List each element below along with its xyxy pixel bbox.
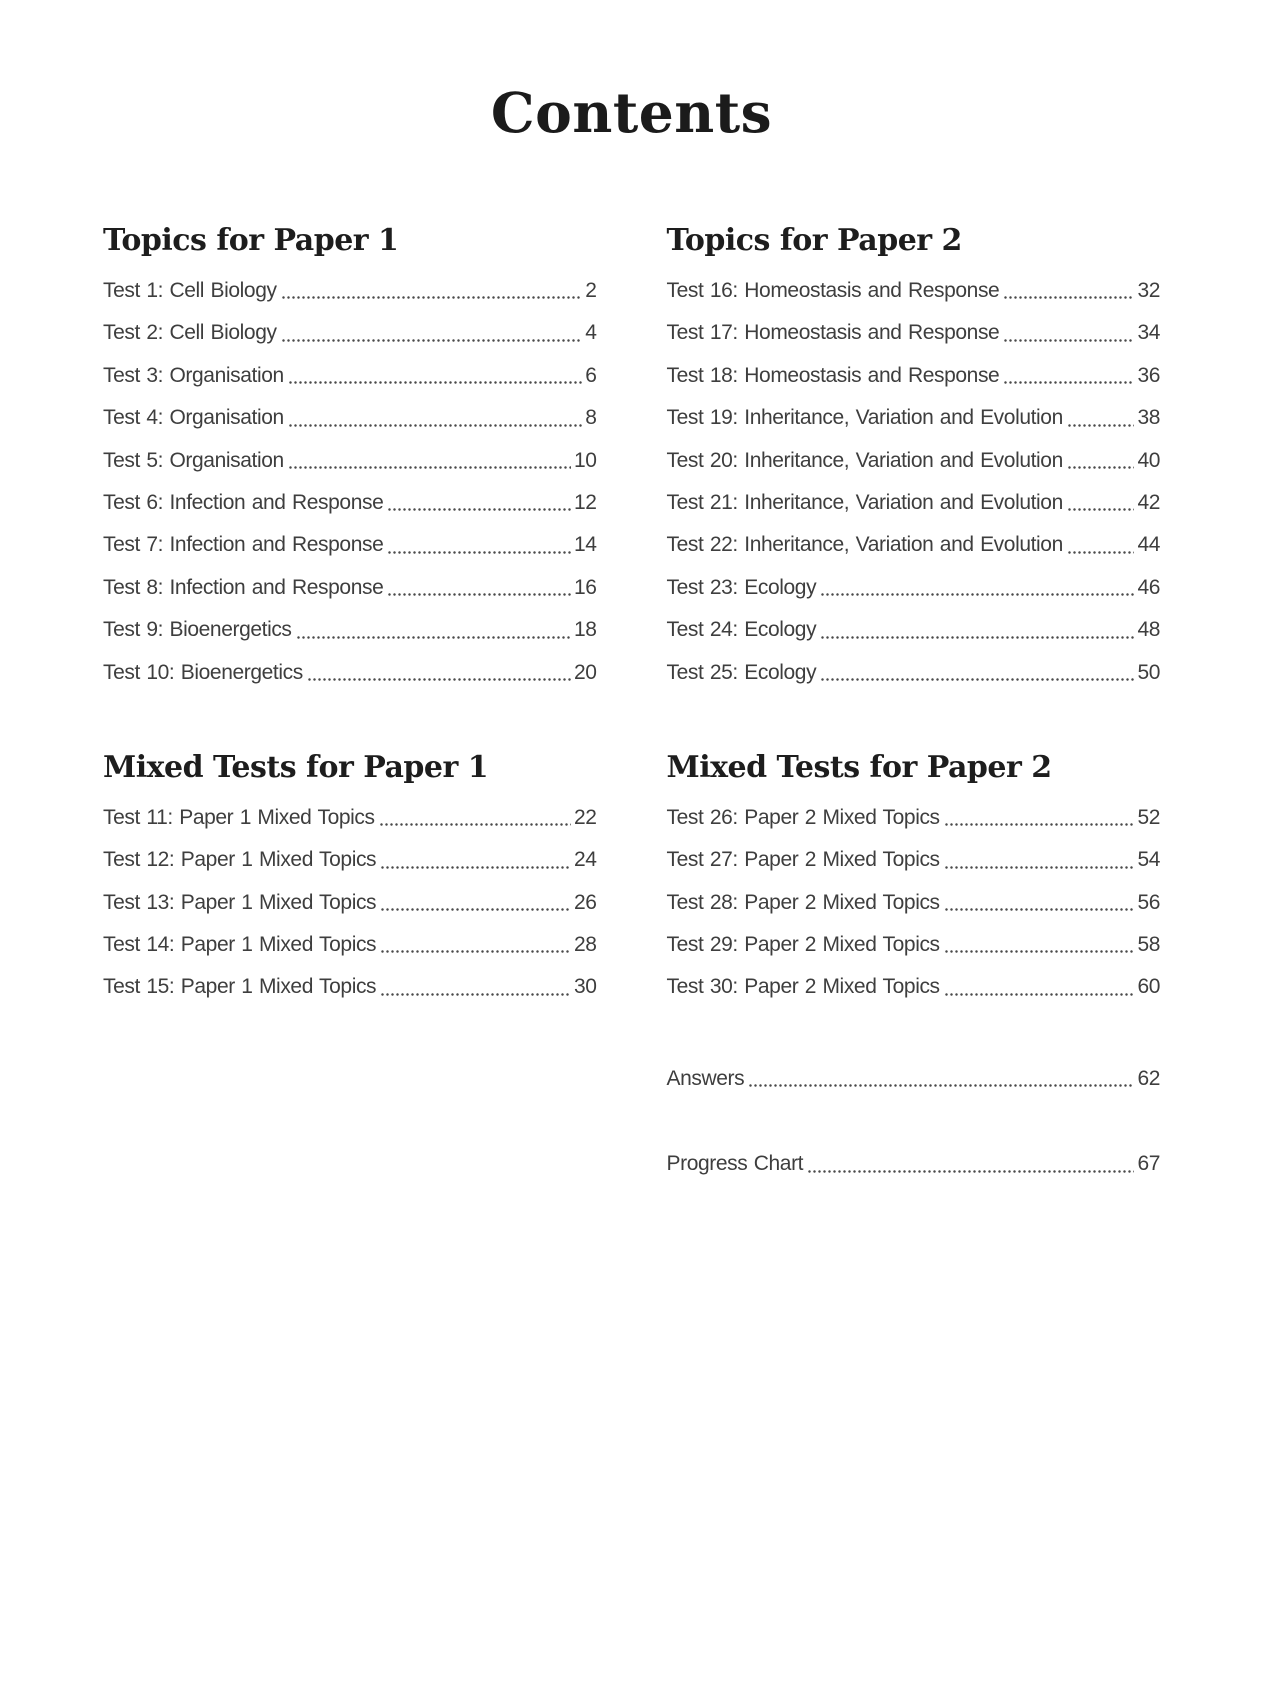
toc-entry-page: 24 [573, 848, 597, 872]
toc-entry [103, 312, 597, 354]
dot-leader [1003, 312, 1134, 354]
toc-entry-page: 32 [1137, 279, 1160, 302]
toc-entry [667, 652, 1161, 694]
dot-leader [748, 1058, 1134, 1100]
toc-entry-page: 38 [1137, 406, 1160, 430]
dot-leader [820, 567, 1134, 609]
toc-entry-label: Test 8: Infection and Response [103, 575, 384, 599]
toc-entry-label: Test 27: Paper 2 Mixed Topics [666, 848, 940, 872]
toc-entry-page: 42 [1137, 490, 1160, 514]
toc-entry-label: Test 5: Organisation [103, 448, 284, 472]
toc-entry [103, 397, 597, 439]
toc-entry-page: 6 [585, 363, 597, 387]
toc-entry-page: 48 [1137, 618, 1160, 642]
toc-entry-label: Answers [666, 1066, 745, 1090]
toc-entry-page: 56 [1137, 890, 1160, 914]
toc-entry [103, 482, 597, 524]
dot-leader [820, 609, 1134, 651]
dot-leader [1067, 440, 1135, 482]
dot-leader [387, 524, 571, 566]
section-heading: Topics for Paper 1 [103, 223, 399, 258]
section-topics-paper-1 [103, 224, 597, 694]
toc-entry [667, 440, 1161, 482]
toc-entry [103, 609, 597, 651]
dot-leader [944, 797, 1135, 839]
dot-leader [944, 966, 1135, 1008]
toc-entry [103, 524, 597, 566]
dot-leader [379, 797, 571, 839]
dot-leader [380, 966, 571, 1008]
section-heading: Mixed Tests for Paper 2 [666, 749, 1052, 785]
toc-entry-label: Test 10: Bioenergetics [103, 660, 303, 684]
dot-leader [807, 1143, 1134, 1185]
toc-entry [103, 652, 597, 694]
toc-entry [103, 839, 597, 881]
toc-entry [667, 882, 1161, 924]
toc-entry-label: Test 26: Paper 2 Mixed Topics [666, 805, 940, 829]
toc-entry [667, 482, 1161, 524]
toc-entry [667, 355, 1161, 397]
dot-leader [307, 652, 571, 694]
toc-entry [667, 609, 1161, 651]
toc-entry-label: Test 18: Homeostasis and Response [666, 363, 1000, 387]
toc-entry [667, 797, 1161, 839]
toc-entry-page: 16 [573, 575, 597, 599]
dot-leader [288, 440, 571, 482]
section-mixed-tests-paper-1 [103, 751, 597, 1009]
extras-entry-list [667, 1058, 1161, 1186]
toc-entry-label: Test 21: Inheritance, Variation and Evolution [666, 490, 1063, 514]
dot-leader [296, 609, 571, 651]
toc-entry [667, 312, 1161, 354]
section-topics-paper-2 [667, 224, 1161, 694]
dot-leader [1067, 524, 1135, 566]
section-entry-list [667, 797, 1161, 1009]
dot-leader [1003, 355, 1134, 397]
toc-entry-label: Test 19: Inheritance, Variation and Evolution [666, 406, 1063, 430]
toc-entry-page: 30 [573, 975, 597, 999]
section-entry-list [667, 270, 1161, 694]
toc-entry-page: 12 [573, 490, 597, 514]
toc-entry-page: 2 [585, 279, 597, 302]
section-entry-list [103, 797, 597, 1009]
toc-entry [667, 966, 1161, 1008]
toc-entry-page: 67 [1137, 1152, 1160, 1176]
toc-entry-label: Test 15: Paper 1 Mixed Topics [103, 975, 377, 999]
dot-leader [944, 839, 1135, 881]
section-heading: Mixed Tests for Paper 1 [103, 749, 489, 785]
toc-entry-page: 54 [1137, 848, 1160, 872]
toc-entry-label: Test 6: Infection and Response [103, 490, 384, 514]
dot-leader [288, 355, 582, 397]
dot-leader [288, 397, 582, 439]
section-heading: Topics for Paper 2 [666, 223, 962, 258]
dot-leader [380, 882, 571, 924]
toc-entry-label: Test 30: Paper 2 Mixed Topics [666, 975, 940, 999]
toc-entry-label: Test 9: Bioenergetics [103, 618, 292, 642]
toc-entry [103, 270, 597, 312]
section-entry-list [103, 270, 597, 694]
toc-entry-page: 36 [1137, 363, 1160, 387]
toc-entry [667, 1143, 1161, 1185]
toc-entry-label: Test 1: Cell Biology [103, 279, 277, 302]
toc-entry [103, 924, 597, 966]
toc-entry-label: Test 2: Cell Biology [103, 321, 277, 345]
toc-entry [103, 567, 597, 609]
toc-entry-page: 52 [1137, 805, 1160, 829]
toc-entry [667, 1058, 1161, 1100]
toc-entry [667, 924, 1161, 966]
toc-entry-page: 22 [573, 805, 597, 829]
toc-entry-label: Test 25: Ecology [666, 660, 817, 684]
toc-entry [667, 567, 1161, 609]
toc-entry-page: 46 [1137, 575, 1160, 599]
toc-entry-page: 34 [1137, 321, 1160, 345]
toc-entry [103, 355, 597, 397]
toc-entry-label: Test 16: Homeostasis and Response [666, 279, 1000, 302]
dot-leader [387, 482, 571, 524]
toc-entry-label: Test 29: Paper 2 Mixed Topics [666, 933, 940, 957]
page-title: Contents [490, 80, 773, 145]
toc-entry-page: 14 [573, 533, 597, 557]
dot-leader [820, 652, 1134, 694]
dot-leader [380, 924, 571, 966]
toc-entry-label: Test 24: Ecology [666, 618, 817, 642]
toc-entry-label: Test 7: Infection and Response [103, 533, 384, 557]
toc-entry-page: 50 [1137, 660, 1160, 684]
toc-entry [103, 966, 597, 1008]
toc-entry-page: 10 [573, 448, 597, 472]
toc-entry-label: Test 13: Paper 1 Mixed Topics [103, 890, 377, 914]
toc-entry [103, 797, 597, 839]
dot-leader [281, 312, 583, 354]
toc-entry-page: 20 [573, 660, 597, 684]
dot-leader [944, 882, 1135, 924]
toc-entry-label: Test 11: Paper 1 Mixed Topics [103, 805, 375, 829]
toc-entry-label: Test 4: Organisation [103, 406, 284, 430]
toc-entry-label: Test 3: Organisation [103, 363, 284, 387]
toc-entry-label: Test 20: Inheritance, Variation and Evolution [666, 448, 1063, 472]
toc-entry [103, 882, 597, 924]
dot-leader [1003, 270, 1134, 312]
toc-entry-label: Test 14: Paper 1 Mixed Topics [103, 933, 377, 957]
content-columns [103, 224, 1160, 1186]
toc-entry [667, 839, 1161, 881]
toc-entry-page: 44 [1137, 533, 1160, 557]
toc-entry-label: Test 17: Homeostasis and Response [666, 321, 1000, 345]
toc-entry [667, 270, 1161, 312]
toc-entry-page: 62 [1137, 1066, 1160, 1090]
toc-entry [667, 397, 1161, 439]
toc-entry-page: 18 [573, 618, 597, 642]
dot-leader [387, 567, 571, 609]
toc-entry-page: 4 [585, 321, 597, 345]
section-mixed-tests-paper-2 [667, 751, 1161, 1009]
dot-leader [380, 839, 571, 881]
dot-leader [1067, 482, 1135, 524]
toc-entry-label: Test 22: Inheritance, Variation and Evolution [666, 533, 1063, 557]
toc-entry-label: Progress Chart [666, 1152, 804, 1176]
dot-leader [281, 270, 583, 312]
toc-entry-label: Test 12: Paper 1 Mixed Topics [103, 848, 377, 872]
toc-entry-page: 28 [573, 933, 597, 957]
toc-entry [103, 440, 597, 482]
dot-leader [944, 924, 1135, 966]
toc-entry-label: Test 23: Ecology [666, 575, 817, 599]
toc-entry-page: 40 [1137, 448, 1160, 472]
toc-entry [667, 524, 1161, 566]
dot-leader [1067, 397, 1135, 439]
toc-entry-page: 26 [573, 890, 597, 914]
toc-entry-label: Test 28: Paper 2 Mixed Topics [666, 890, 940, 914]
toc-entry-page: 60 [1137, 975, 1160, 999]
toc-entry-page: 58 [1137, 933, 1160, 957]
contents-page [0, 80, 1264, 1698]
toc-entry-page: 8 [585, 406, 597, 430]
